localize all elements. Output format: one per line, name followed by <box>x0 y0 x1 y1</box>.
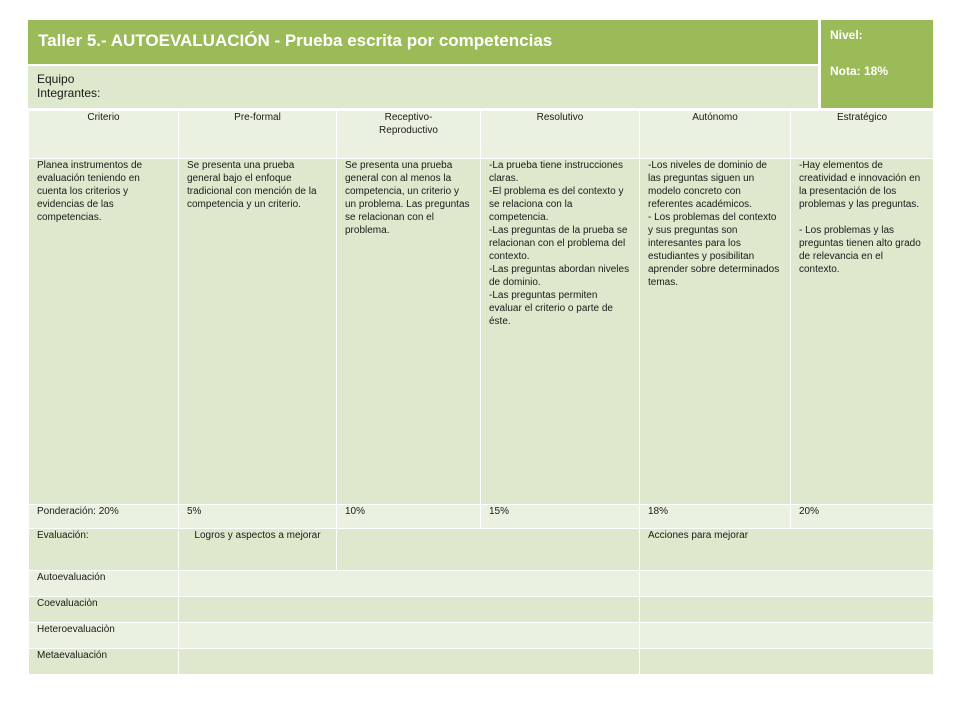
ponderacion-value: 5% <box>179 505 337 529</box>
phase-row <box>29 649 934 675</box>
acciones-input-cell[interactable] <box>640 571 934 597</box>
phase-row <box>29 597 934 623</box>
ponderacion-value: 18% <box>640 505 791 529</box>
rubric-descriptor-row <box>29 159 934 505</box>
phase-label: Coevaluaciòn <box>29 597 179 623</box>
logros-header: Logros y aspectos a mejorar <box>179 529 337 571</box>
ponderacion-label: Ponderación: 20% <box>29 505 179 529</box>
phase-label: Metaevaluación <box>29 649 179 675</box>
evaluacion-row <box>29 529 934 571</box>
ponderacion-row <box>29 505 934 529</box>
acciones-input-cell[interactable] <box>640 623 934 649</box>
acciones-input-cell[interactable] <box>640 597 934 623</box>
resolutivo-cell: -La prueba tiene instrucciones claras. -El problema es del contexto y se relaciona con la competencia. -Las preguntas de la prueba se relacionan con el problema del contexto. -Las preguntas abordan niveles de dominio. -Las preguntas permiten evaluar el criterio o parte de éste. <box>481 159 640 505</box>
nota-label: Nota: 18% <box>830 64 889 78</box>
equipo-label: Equipo <box>37 72 75 86</box>
phase-row <box>29 571 934 597</box>
column-header-autonomo: Autónomo <box>640 111 791 159</box>
ponderacion-value: 10% <box>337 505 481 529</box>
logros-input-cell[interactable] <box>179 623 640 649</box>
ponderacion-value: 20% <box>791 505 934 529</box>
receptivo-cell: Se presenta una prueba general con al menos la competencia, un criterio y un problema. Las preguntas se relacionan con el problema. <box>337 159 481 505</box>
team-box <box>28 66 818 108</box>
autonomo-cell: -Los niveles de dominio de las preguntas siguen un modelo concreto con referentes académicos. - Los problemas del contexto y sus preguntas son interesantes para los estudiantes y posibilitan aprender sobre determinados temas. <box>640 159 791 505</box>
rubric-table <box>28 110 934 675</box>
column-header-receptivo: Receptivo- Reproductivo <box>337 111 481 159</box>
phase-row <box>29 623 934 649</box>
evaluacion-blank-cell[interactable] <box>337 529 640 571</box>
logros-input-cell[interactable] <box>179 649 640 675</box>
phase-label: Autoevaluación <box>29 571 179 597</box>
column-header-estrategico: Estratégico <box>791 111 934 159</box>
integrantes-label: Integrantes: <box>37 86 101 100</box>
logros-input-cell[interactable] <box>179 571 640 597</box>
column-header-resolutivo: Resolutivo <box>481 111 640 159</box>
column-header-criterio: Criterio <box>29 111 179 159</box>
acciones-header: Acciones para mejorar <box>640 529 934 571</box>
level-grade-box <box>821 20 933 108</box>
logros-input-cell[interactable] <box>179 597 640 623</box>
acciones-input-cell[interactable] <box>640 649 934 675</box>
nivel-label: Nivel: <box>830 28 863 42</box>
criterio-cell: Planea instrumentos de evaluación teniendo en cuenta los criterios y evidencias de las competencias. <box>29 159 179 505</box>
preformal-cell: Se presenta una prueba general bajo el enfoque tradicional con mención de la competencia y un criterio. <box>179 159 337 505</box>
page-title: Taller 5.- AUTOEVALUACIÓN - Prueba escrita por competencias <box>28 20 818 64</box>
header-row <box>29 111 934 159</box>
column-header-preformal: Pre-formal <box>179 111 337 159</box>
ponderacion-value: 15% <box>481 505 640 529</box>
evaluacion-label: Evaluación: <box>29 529 179 571</box>
phase-label: Heteroevaluaciòn <box>29 623 179 649</box>
estrategico-cell: -Hay elementos de creatividad e innovación en la presentación de los problemas y las preguntas. - Los problemas y las preguntas tienen alto grado de relevancia en el contexto. <box>791 159 934 505</box>
